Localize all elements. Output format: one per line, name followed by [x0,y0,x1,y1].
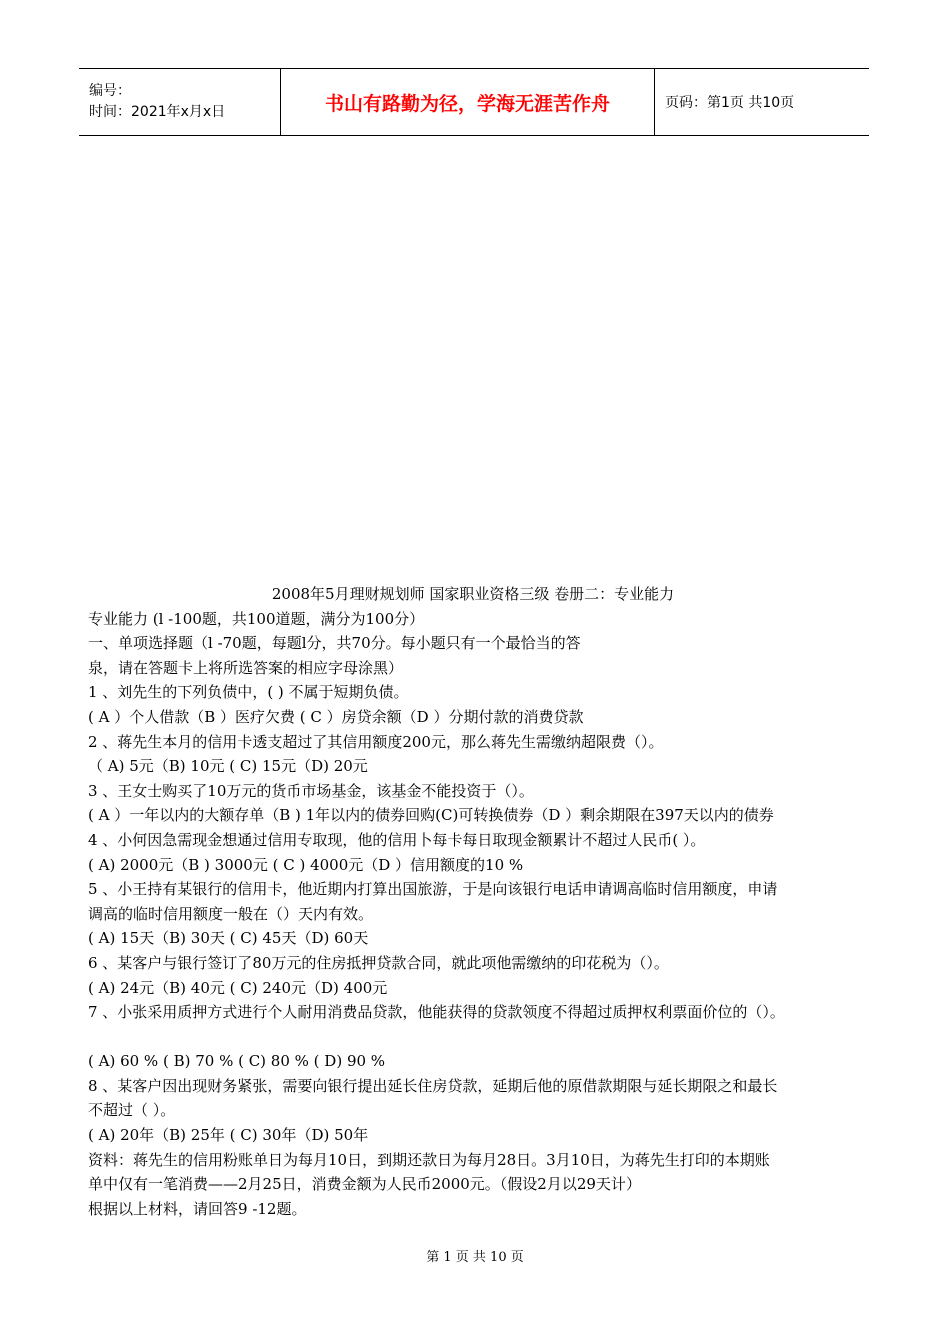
document-line: 2 、蒋先生本月的信用卡透支超过了其信用额度200元，那么蒋先生需缴纳超限费（）。 [88,732,664,751]
document-line: ( A ）个人借款（B ）医疗欠费 ( C ）房贷余额（D ）分期付款的消费贷款 [88,707,584,726]
motto-text: 书山有路勤为径，学海无涯苦作舟 [324,92,610,115]
document-line: ( A) 24元（B) 40元 ( C) 240元（D) 400元 [88,978,388,997]
document-line: ( A) 60 % ( B) 70 % ( C) 80 % ( D) 90 % [88,1052,386,1071]
document-line: 8 、某客户因出现财务紧张，需要向银行提出延长住房贷款，延期后他的原借款期限与延长期限之和最长 [88,1076,778,1095]
document-line: 7 、小张采用质押方式进行个人耐用消费品贷款，他能获得的贷款领度不得超过质押权利票面价位的（）。 [88,1003,785,1022]
document-line: 3 、王女士购买了10万元的货币市场基金，该基金不能投资于（）。 [88,781,534,800]
document-line: 专业能力 (l -100题，共100道题，满分为100分） [88,609,425,628]
document-line: 资料：蒋先生的信用粉账单日为每月10日，到期还款日为每月28日。3月10日，为蒋先生打印的本期账 [88,1150,770,1169]
header-meta [79,69,281,135]
page-info-text: 页码：第1页 共10页 [665,95,795,111]
document-line [88,1025,878,1050]
question-list [88,607,878,1222]
document-line: 6 、某客户与银行签订了80万元的住房抵押贷款合同，就此项他需缴纳的印花税为（）。 [88,953,669,972]
document-line: 泉，请在答题卡上将所选答案的相应字母涂黑） [88,658,404,677]
document-line: 不超过（ ）。 [88,1101,176,1120]
document-line: ( A) 15天（B) 30天 ( C) 45天（D) 60天 [88,929,369,948]
header-page-info [655,69,869,135]
document-title: 2008年5月理财规划师 国家职业资格三级 卷册二：专业能力 [271,585,675,603]
document-line: 根据以上材料，请回答9 -12题。 [88,1199,307,1218]
document-line: 一、单项选择题（l -70题，每题l分，共70分。每小题只有一个最恰当的答 [88,634,581,653]
page-footer: 第 1 页 共 10 页 [426,1250,524,1265]
document-line: 4 、小何因急需现金想通过信用专取现，他的信用卜每卡每日取现金额累计不超过人民币( ）。 [88,830,706,849]
document-body [88,582,878,1221]
document-line: ( A ）一年以内的大额存单（B ) 1年以内的债券回购(C)可转换债券（D ）剩余期限在397天以内的债券 [88,806,774,825]
document-number-label: 编号： [89,83,131,99]
document-line: 调高的临时信用额度一般在（）天内有效。 [88,904,374,923]
page-header [79,68,869,136]
document-line: 单中仅有一笔消费——2月25日，消费金额为人民币2000元。（假设2月以29天计） [88,1175,641,1194]
document-date-label: 时间：2021年x月x日 [89,104,226,120]
document-line: ( A) 20年（B) 25年 ( C) 30年（D) 50年 [88,1126,369,1145]
document-line: 1 、刘先生的下列负债中，( ) 不属于短期负债。 [88,683,409,702]
document-line: （ A) 5元（B) 10元 ( C) 15元（D) 20元 [88,757,368,776]
header-motto [281,69,655,135]
document-line: ( A) 2000元（B ) 3000元 ( C ) 4000元（D ）信用额度的10 % [88,855,524,874]
document-line: 5 、小王持有某银行的信用卡，他近期内打算出国旅游，于是向该银行电话申请调高临时信用额度，申请 [88,880,778,899]
